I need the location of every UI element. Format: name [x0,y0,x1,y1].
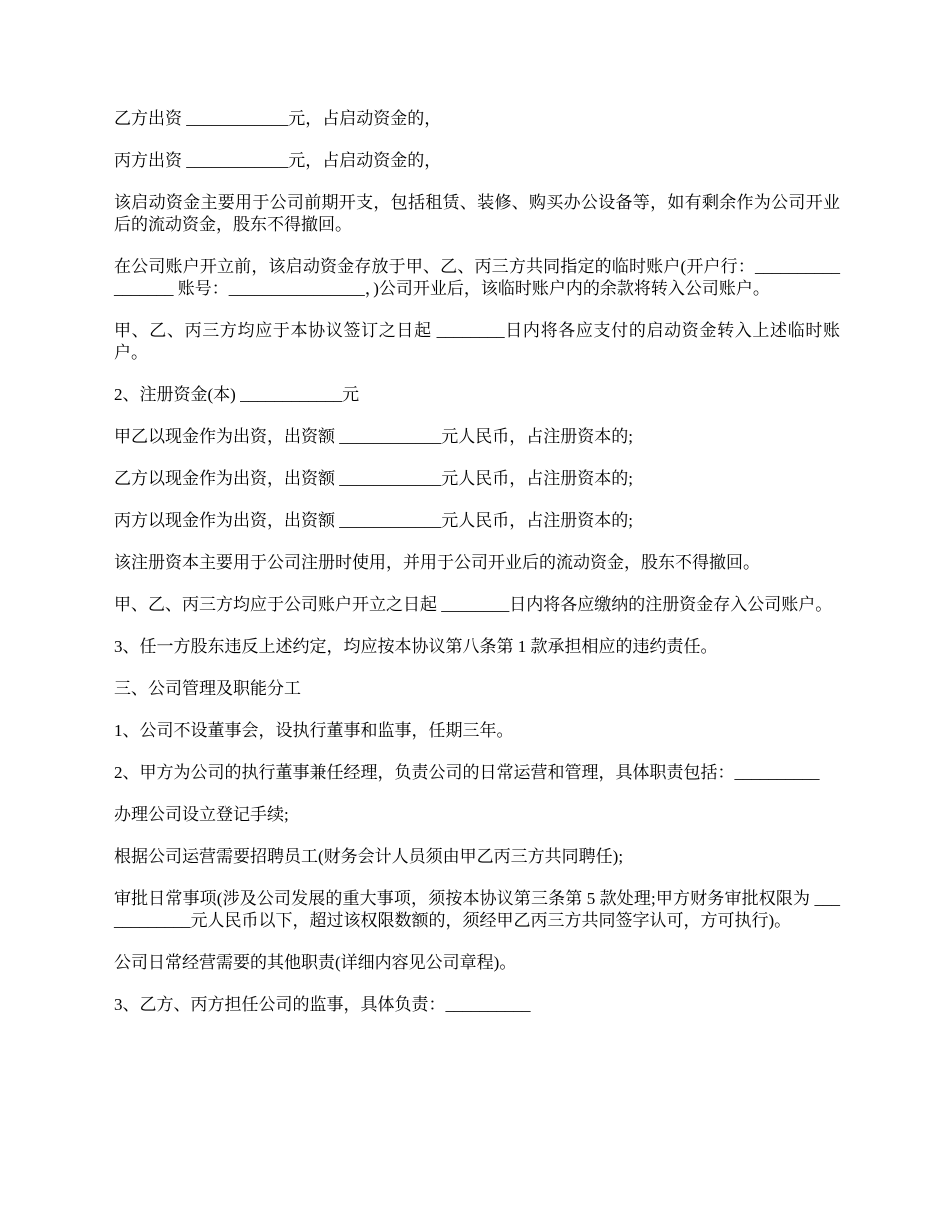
paragraph-jia-cash-contribution: 甲乙以现金作为出资，出资额 ____________元人民币，占注册资本的; [114,427,633,446]
paragraph-temporary-account: 在公司账户开立前，该启动资金存放于甲、乙、丙三方共同指定的临时账户(开户行：_________________ 账号：________________，)公司开业后，该临时账户内的余款将转入公司账户。 [114,257,840,298]
paragraph-startup-fund-deadline: 甲、乙、丙三方均应于本协议签订之日起 ________日内将各应支付的启动资金转入上述临时账户。 [114,321,840,362]
paragraph-bing-cash-contribution: 丙方以现金作为出资，出资额 ____________元人民币，占注册资本的; [114,511,633,530]
paragraph-bing-investment: 丙方出资 ____________元，占启动资金的， [114,151,442,170]
section-heading-management: 三、公司管理及职能分工 [114,679,301,698]
paragraph-breach-liability: 3、任一方股东违反上述约定，均应按本协议第八条第 1 款承担相应的违约责任。 [114,637,718,656]
paragraph-yi-cash-contribution: 乙方以现金作为出资，出资额 ____________元人民币，占注册资本的; [114,469,633,488]
paragraph-hiring-duty: 根据公司运营需要招聘员工(财务会计人员须由甲乙丙三方共同聘任); [114,847,624,866]
paragraph-registration-duty: 办理公司设立登记手续; [114,805,289,824]
paragraph-supervisor-duties: 3、乙方、丙方担任公司的监事，具体负责：__________ [114,995,531,1014]
document-page [114,108,840,1036]
paragraph-other-duties: 公司日常经营需要的其他职责(详细内容见公司章程)。 [114,953,517,972]
paragraph-executive-director: 2、甲方为公司的执行董事兼任经理，负责公司的日常运营和管理，具体职责包括：__________ [114,763,820,782]
paragraph-yi-investment: 乙方出资 ____________元，占启动资金的， [114,109,442,128]
paragraph-approval-duty: 审批日常事项(涉及公司发展的重大事项，须按本协议第三条第 5 款处理;甲方财务审批权限为 ____________元人民币以下，超过该权限数额的，须经甲乙丙三方共同签字认可，方可执行)。 [114,889,840,930]
paragraph-registered-capital-usage: 该注册资本主要用于公司注册时使用，并用于公司开业后的流动资金，股东不得撤回。 [114,553,760,572]
paragraph-registered-capital: 2、注册资金(本) ____________元 [114,385,360,404]
paragraph-startup-fund-usage: 该启动资金主要用于公司前期开支，包括租赁、装修、购买办公设备等，如有剩余作为公司开业后的流动资金，股东不得撤回。 [114,193,840,234]
paragraph-registered-capital-deadline: 甲、乙、丙三方均应于公司账户开立之日起 ________日内将各应缴纳的注册资金存入公司账户。 [114,595,833,614]
paragraph-no-board: 1、公司不设董事会，设执行董事和监事，任期三年。 [114,721,514,740]
